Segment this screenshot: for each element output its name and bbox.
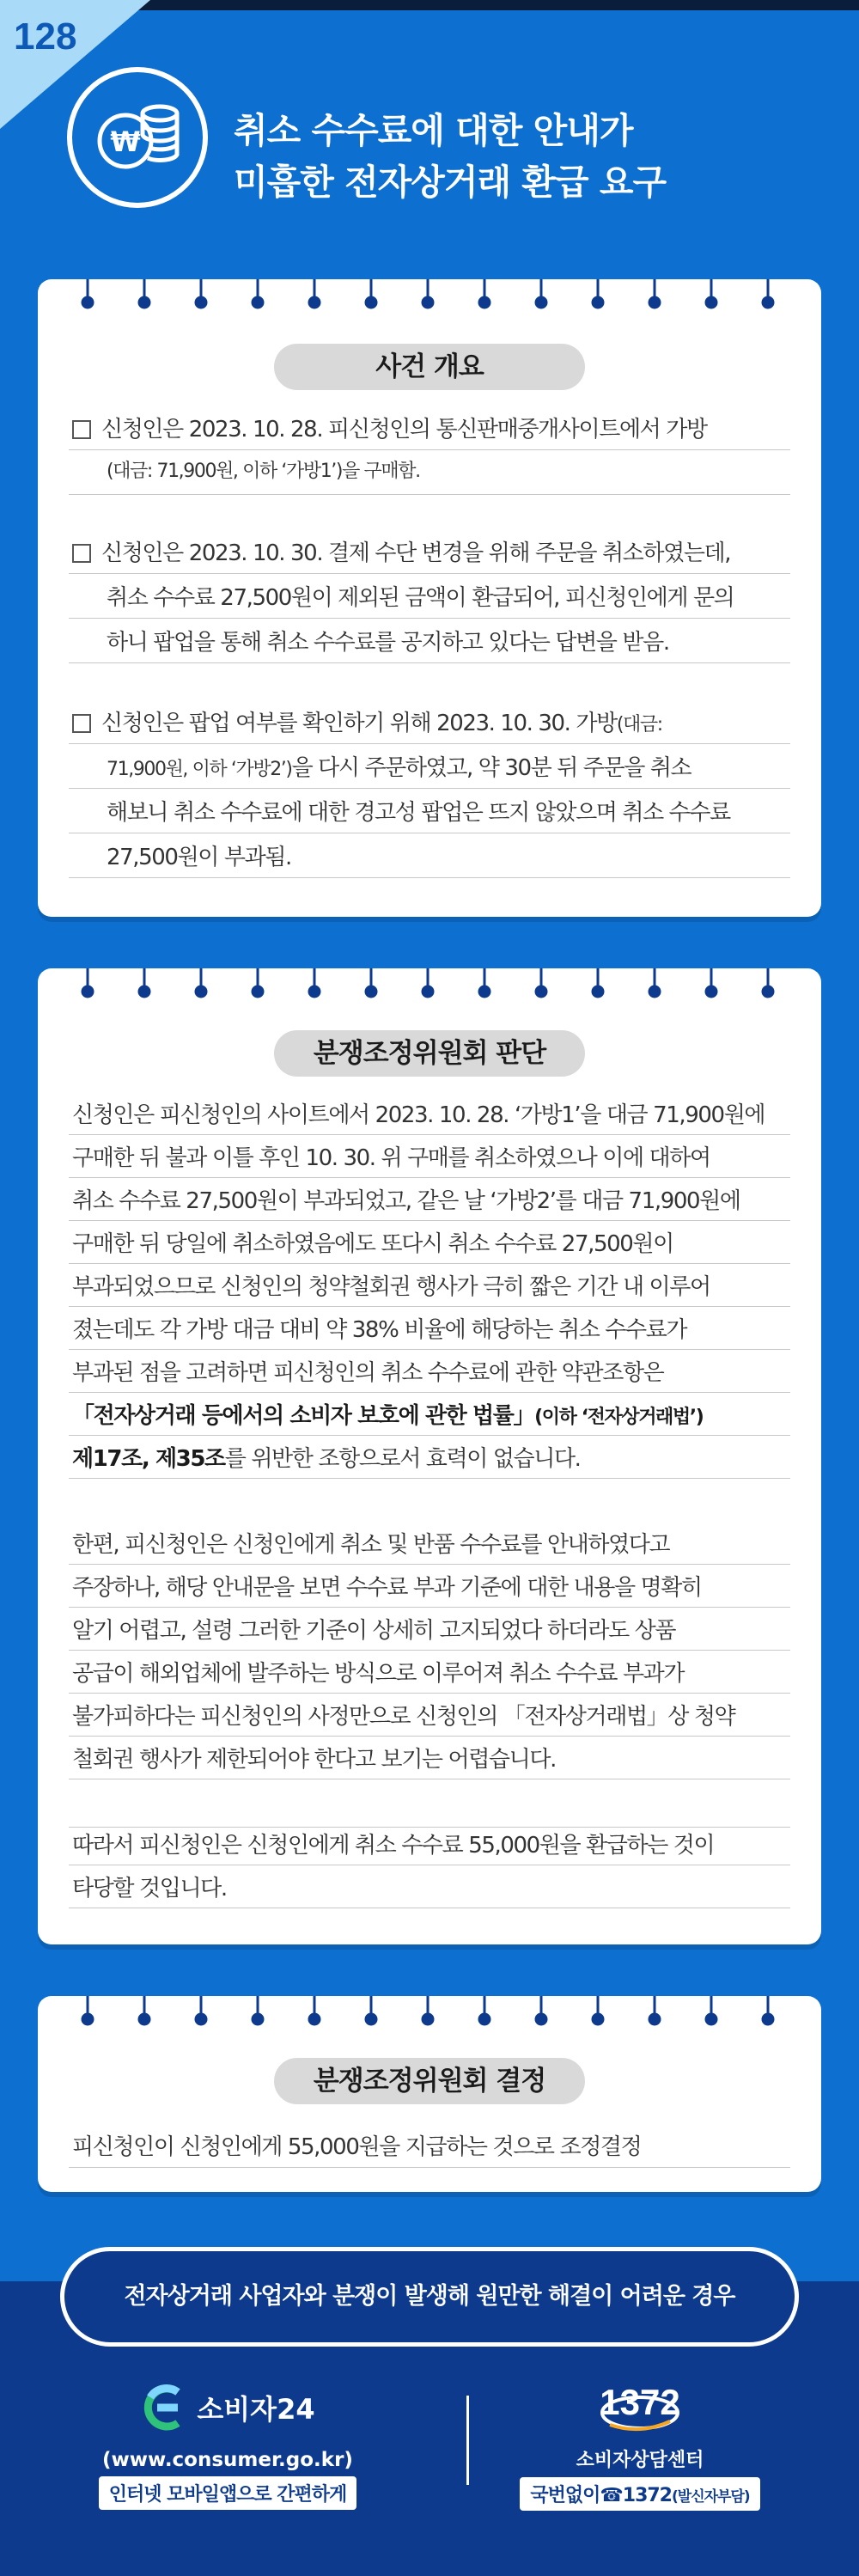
overview-card bbox=[38, 279, 821, 917]
judgment-p2-line-5: 불가피하다는 피신청인의 사정만으로 신청인의 「전자상거래법」상 청약 bbox=[72, 1704, 735, 1730]
judgment-p3-line-2: 타당할 것입니다. bbox=[72, 1876, 227, 1901]
judgment-p2-line-1: 한편, 피신청인은 신청인에게 취소 및 반품 수수료를 안내하였다고 bbox=[72, 1532, 670, 1558]
consumer24-logo-text: 소비자24 bbox=[197, 2393, 315, 2426]
won-coins-icon bbox=[67, 67, 208, 208]
call-center-tag: 국번없이☎1372(발신자부담) bbox=[520, 2477, 759, 2511]
rule-line bbox=[69, 1220, 790, 1221]
hotline-number: 1372 bbox=[600, 2382, 680, 2422]
judgment-p1-line-7: 부과된 점을 고려하면 피신청인의 취소 수수료에 관한 약관조항은 bbox=[72, 1360, 664, 1386]
rule-line bbox=[69, 573, 790, 574]
rule-line bbox=[69, 449, 790, 450]
rule-line bbox=[69, 1177, 790, 1178]
rule-line bbox=[69, 877, 790, 878]
judgment-p1-line-3: 취소 수수료 27,500원이 부과되었고, 같은 날 ‘가방2’를 대금 71,900원에 bbox=[72, 1188, 740, 1214]
call-center-name: 소비자상담센터 bbox=[576, 2450, 704, 2471]
consumer24-block bbox=[73, 2382, 382, 2510]
rule-line bbox=[69, 1263, 790, 1264]
footer-banner: 전자상거래 사업자와 분쟁이 발생해 원만한 해결이 어려운 경우 bbox=[60, 2247, 799, 2347]
rule-line bbox=[69, 494, 790, 495]
rule-line bbox=[69, 1392, 790, 1393]
title-line-2: 미흡한 전자상거래 환급 요구 bbox=[234, 162, 667, 203]
decision-card bbox=[38, 1996, 821, 2192]
overview-item-1-line-2: (대금: 71,900원, 이하 ‘가방1’)을 구매함. bbox=[107, 461, 420, 482]
checkbox-icon bbox=[72, 544, 91, 563]
judgment-p2-line-2: 주장하나, 해당 안내문을 보면 수수료 부과 기준에 대한 내용을 명확히 bbox=[72, 1575, 702, 1601]
judgment-p2-line-4: 공급이 해외업체에 발주하는 방식으로 이루어져 취소 수수료 부과가 bbox=[72, 1661, 685, 1687]
checkbox-icon bbox=[72, 714, 91, 733]
call-center-block bbox=[485, 2372, 795, 2511]
judgment-p1-line-2: 구매한 뒤 불과 이틀 후인 10. 30. 위 구매를 취소하였으나 이에 대하여 bbox=[72, 1145, 710, 1171]
rule-line bbox=[69, 1650, 790, 1651]
judgment-p1-line-5: 부과되었으므로 신청인의 청약철회권 행사가 극히 짧은 기간 내 이루어 bbox=[72, 1274, 710, 1300]
judgment-p1-line-1: 신청인은 피신청인의 사이트에서 2023. 10. 28. ‘가방1’을 대금 71,900원에 bbox=[72, 1102, 765, 1128]
rule-line bbox=[69, 2167, 790, 2168]
overview-item-3-line-2: 71,900원, 이하 ‘가방2’)을 다시 주문하였고, 약 30분 뒤 주문을 취소 bbox=[107, 755, 691, 781]
rule-line bbox=[69, 1478, 790, 1479]
binder-rings bbox=[38, 1996, 821, 2030]
overview-item-2-line-3: 하니 팝업을 통해 취소 수수료를 공지하고 있다는 답변을 받음. bbox=[107, 630, 669, 656]
rule-line bbox=[69, 618, 790, 619]
judgment-p3-line-1: 따라서 피신청인은 신청인에게 취소 수수료 55,000원을 환급하는 것이 bbox=[72, 1833, 715, 1859]
rule-line bbox=[69, 788, 790, 789]
rule-line bbox=[69, 1306, 790, 1307]
overview-item-3-line-3: 해보니 취소 수수료에 대한 경고성 팝업은 뜨지 않았으며 취소 수수료 bbox=[107, 800, 730, 826]
judgment-p1-line-8: 「전자상거래 등에서의 소비자 보호에 관한 법률」(이하 ‘전자상거래법’) bbox=[72, 1403, 704, 1429]
overview-item-3-line-4: 27,500원이 부과됨. bbox=[107, 845, 291, 870]
rule-line bbox=[69, 1134, 790, 1135]
rule-line bbox=[69, 1693, 790, 1694]
decision-text: 피신청인이 신청인에게 55,000원을 지급하는 것으로 조정결정 bbox=[72, 2134, 642, 2160]
consumer24-logo-icon bbox=[140, 2384, 188, 2432]
rule-line bbox=[69, 1349, 790, 1350]
title-line-1: 취소 수수료에 대한 안내가 bbox=[234, 110, 633, 151]
judgment-p2-line-6: 철회권 행사가 제한되어야 한다고 보기는 어렵습니다. bbox=[72, 1747, 556, 1773]
checkbox-icon bbox=[72, 420, 91, 439]
binder-rings bbox=[38, 279, 821, 314]
overview-heading: 사건 개요 bbox=[274, 344, 585, 390]
rule-line bbox=[69, 1564, 790, 1565]
overview-item-2-line-2: 취소 수수료 27,500원이 제외된 금액이 환급되어, 피신청인에게 문의 bbox=[107, 585, 734, 611]
decision-heading: 분쟁조정위원회 결정 bbox=[274, 2058, 585, 2104]
judgment-p1-line-4: 구매한 뒤 당일에 취소하였음에도 또다시 취소 수수료 27,500원이 bbox=[72, 1231, 673, 1257]
page-title bbox=[234, 105, 666, 208]
judgment-p1-line-6: 졌는데도 각 가방 대금 대비 약 38% 비율에 해당하는 취소 수수료가 bbox=[72, 1317, 687, 1343]
consumer24-url[interactable]: (www.consumer.go.kr) bbox=[102, 2449, 353, 2471]
judgment-p1-line-9: 제17조, 제35조를 위반한 조항으로서 효력이 없습니다. bbox=[72, 1446, 581, 1472]
case-number: 128 bbox=[14, 15, 77, 58]
footer-divider bbox=[466, 2396, 469, 2485]
judgment-card bbox=[38, 968, 821, 1944]
rule-line bbox=[69, 662, 790, 663]
hotline-logo-icon bbox=[584, 2372, 696, 2440]
rule-line bbox=[69, 1736, 790, 1737]
overview-item-3-line-1: 신청인은 팝업 여부를 확인하기 위해 2023. 10. 30. 가방(대금: bbox=[72, 705, 787, 737]
overview-item-2-line-1: 신청인은 2023. 10. 30. 결제 수단 변경을 위해 주문을 취소하였는데, bbox=[72, 535, 787, 567]
consumer24-tag: 인터넷 모바일앱으로 간편하게 bbox=[99, 2476, 357, 2510]
rule-line bbox=[69, 1607, 790, 1608]
svg-text:₩: ₩ bbox=[110, 125, 141, 158]
binder-rings bbox=[38, 968, 821, 1003]
overview-item-1-line-1: 신청인은 2023. 10. 28. 피신청인의 통신판매중개사이트에서 가방 bbox=[72, 412, 787, 443]
judgment-p2-line-3: 알기 어렵고, 설령 그러한 기준이 상세히 고지되었다 하더라도 상품 bbox=[72, 1618, 676, 1644]
judgment-heading: 분쟁조정위원회 판단 bbox=[274, 1030, 585, 1077]
rule-line bbox=[69, 1435, 790, 1436]
rule-line bbox=[69, 743, 790, 744]
